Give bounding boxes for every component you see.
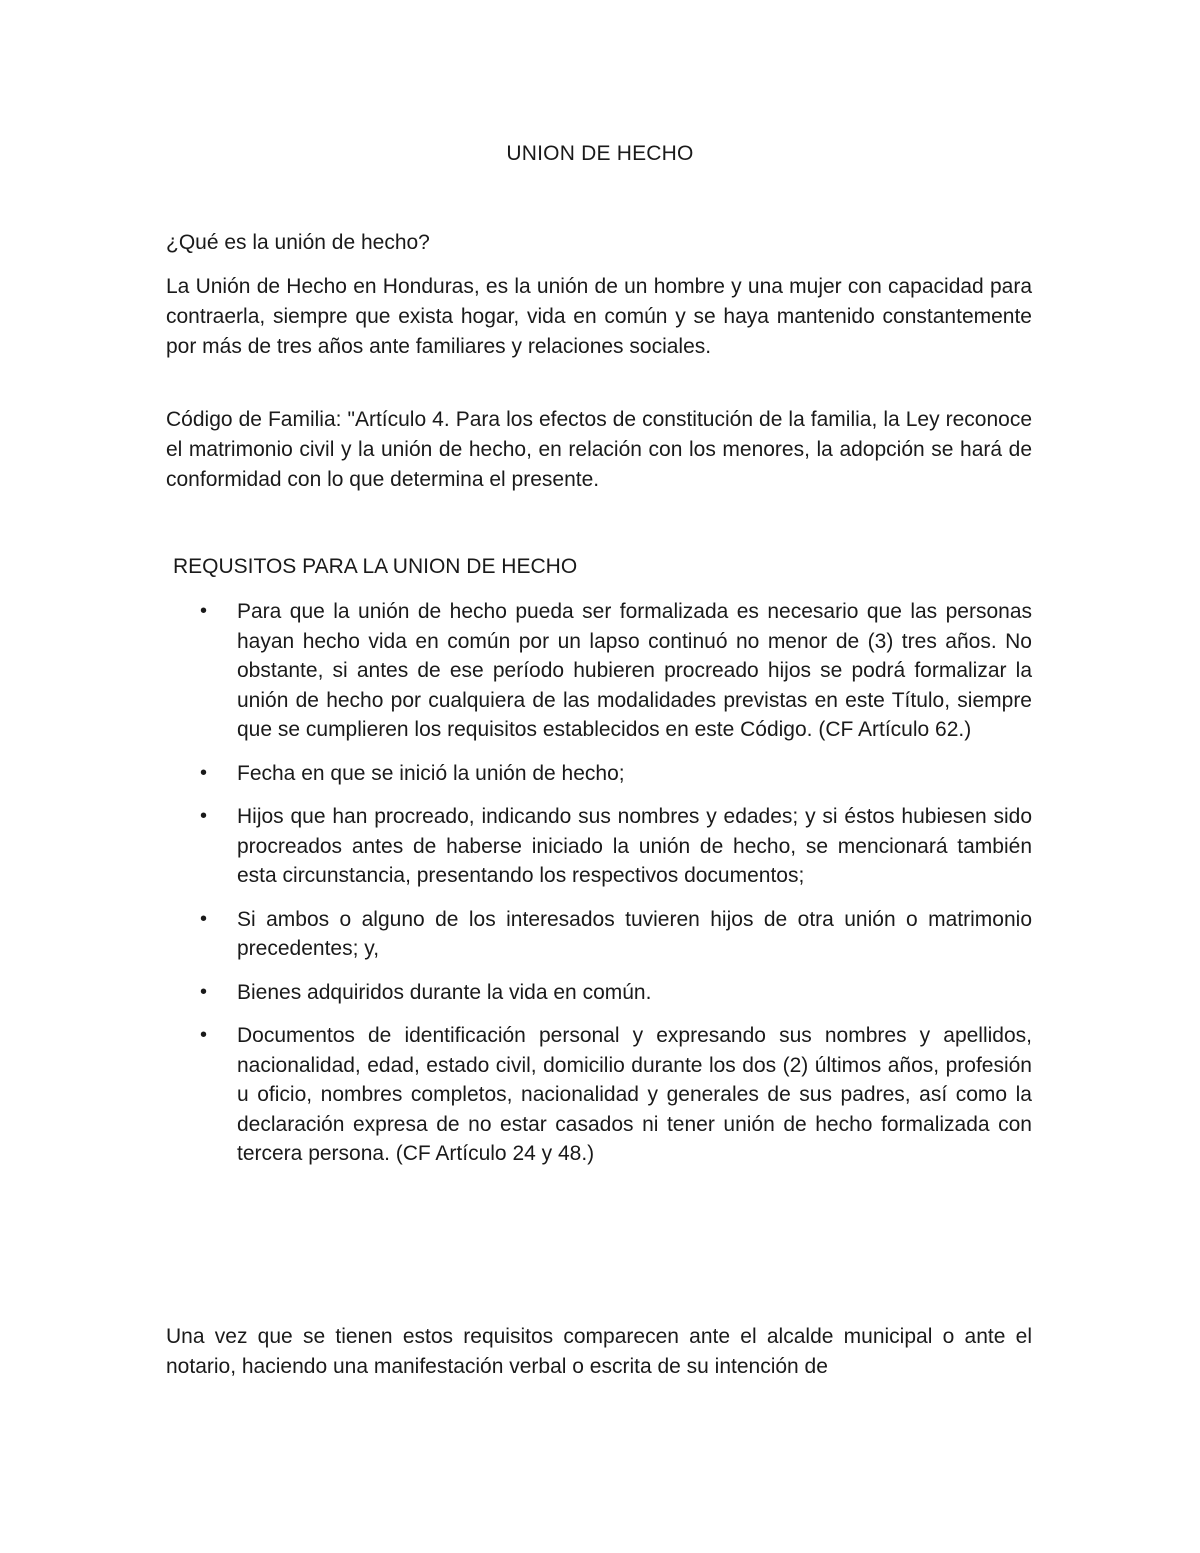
list-item	[166, 1021, 1032, 1169]
bullet-icon: •	[200, 805, 208, 827]
list-item-text: Hijos que han procreado, indicando sus nombres y edades; y si éstos hubiesen sido procreados antes de haberse iniciado la unión de hecho, se mencionará también esta circunstancia, presentando los respectivos documentos;	[237, 805, 1032, 887]
list-item	[166, 978, 1032, 1008]
list-item-text: Bienes adquiridos durante la vida en común.	[237, 980, 652, 1004]
closing-paragraph: Una vez que se tienen estos requisitos comparecen ante el alcalde municipal o ante el notario, haciendo una manifestación verbal o escrita de su intención de	[166, 1325, 1032, 1378]
requirements-heading: REQUSITOS PARA LA UNION DE HECHO	[173, 555, 578, 578]
bullet-icon: •	[200, 761, 208, 784]
list-item	[166, 905, 1032, 964]
bullet-icon: •	[200, 600, 208, 622]
list-item	[166, 759, 1032, 789]
list-item-text: Fecha en que se inició la unión de hecho;	[237, 761, 625, 785]
requirements-list	[166, 597, 1032, 1183]
bullet-icon: •	[200, 1024, 208, 1046]
bullet-icon: •	[200, 907, 208, 930]
definition-paragraph: La Unión de Hecho en Honduras, es la unión de un hombre y una mujer con capacidad para contraerla, siempre que exista hogar, vida en común y se haya mantenido constantemente por más de tres años ante familiares y relaciones sociales.	[166, 275, 1032, 358]
list-item	[166, 802, 1032, 891]
bullet-icon: •	[200, 980, 208, 1003]
list-item-text: Para que la unión de hecho pueda ser formalizada es necesario que las personas hayan hecho vida en común por un lapso continuó no menor de (3) tres años. No obstante, si antes de ese período hubieren procreado hijos se podrá formalizar la unión de hecho por cualquiera de las modalidades previstas en este Título, siempre que se cumplieren los requisitos establecidos en este Código. (CF Artículo 62.)	[237, 600, 1032, 741]
list-item	[166, 597, 1032, 745]
question-heading: ¿Qué es la unión de hecho?	[166, 231, 430, 254]
list-item-text: Documentos de identificación personal y expresando sus nombres y apellidos, nacionalidad, edad, estado civil, domicilio durante los dos (2) últimos años, profesión u oficio, nombres completos, nacionalidad y generales de sus padres, así como la declaración expresa de no estar casados ni tener unión de hecho formalizada con tercera persona. (CF Artículo 24 y 48.)	[237, 1024, 1032, 1165]
list-item-text: Si ambos o alguno de los interesados tuvieren hijos de otra unión o matrimonio precedentes; y,	[237, 907, 1032, 960]
family-code-paragraph: Código de Familia: "Artículo 4. Para los efectos de constitución de la familia, la Ley reconoce el matrimonio civil y la unión de hecho, en relación con los menores, la adopción se hará de conformidad con lo que determina el presente.	[166, 408, 1032, 491]
document-title: UNION DE HECHO	[506, 142, 694, 165]
